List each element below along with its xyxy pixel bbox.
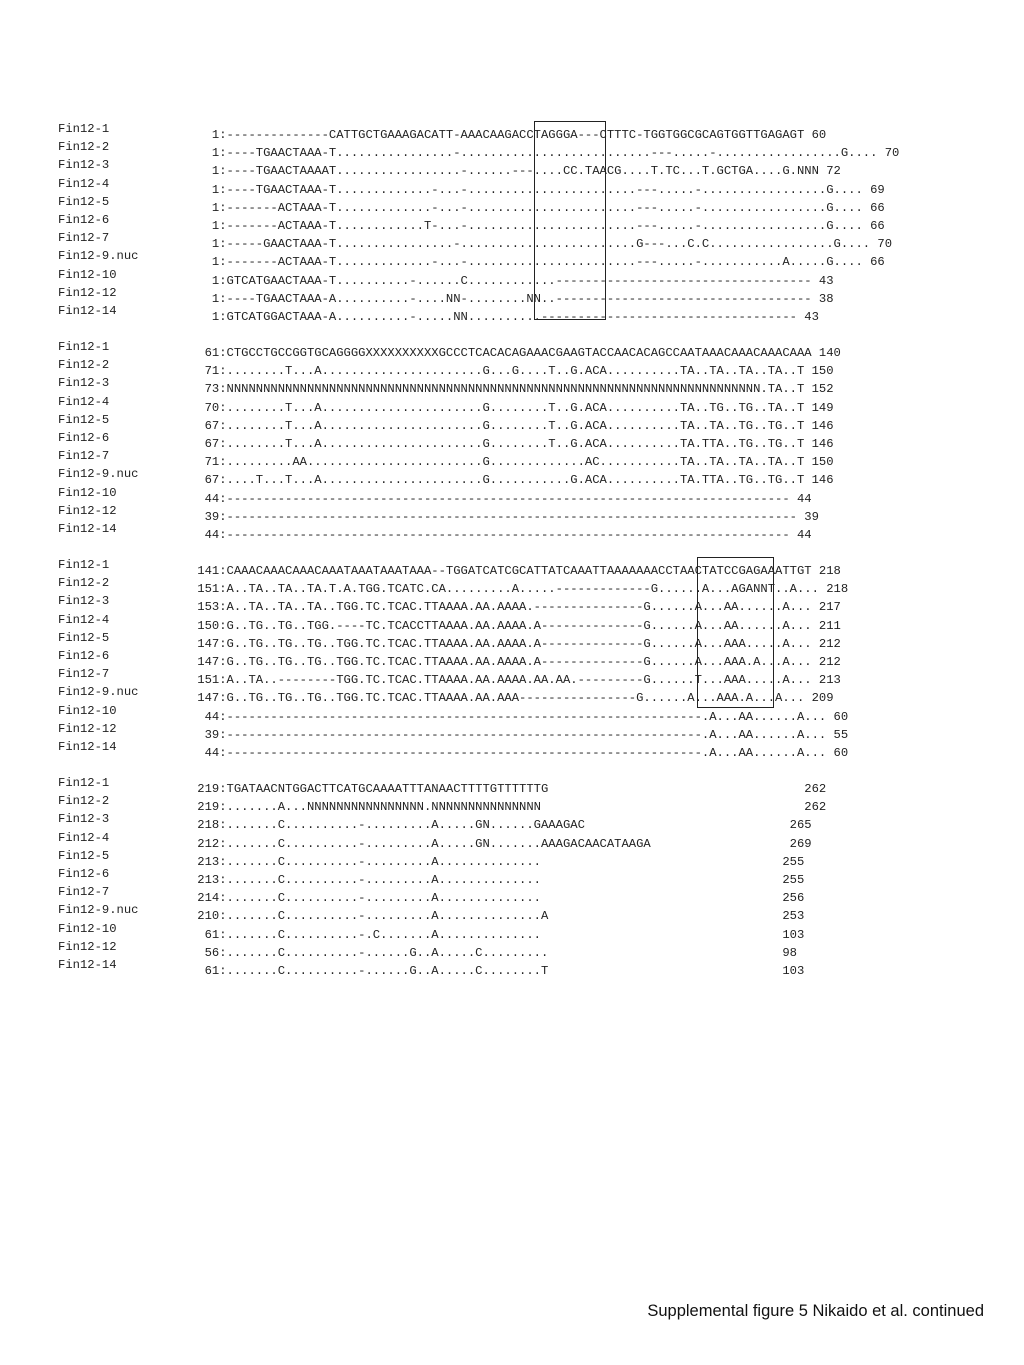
alignment-row: [58, 429, 1008, 452]
sequence-text: 44:----------------------------------------------------------------------------- 44: [168, 528, 812, 543]
sequence-text: 1:--------------CATTGCTGAAAGACATT-AAACAAGACCTAGGGA---CTTTC-TGGTGGCGCAGTGGTTGAGAGT 60: [168, 128, 827, 143]
alignment-block-1: [58, 120, 1008, 325]
sequence-text: 218:.......C..........-.........A.....GN......GAAAGAC 265: [168, 818, 812, 833]
sequence-name: Fin12-14: [58, 521, 117, 536]
sequence-name: Fin12-1: [58, 340, 110, 354]
alignment-row: [58, 956, 1008, 979]
sequence-name: Fin12-12: [58, 721, 117, 736]
sequence-name: Fin12-3: [58, 158, 110, 173]
sequence-text: 67:....T...T...A......................G...........G.ACA..........TA.TTA..TG..TG..T 146: [168, 473, 834, 488]
sequence-text: 61:.......C..........-......G..A.....C........T 103: [168, 964, 805, 979]
sequence-name: Fin12-1: [58, 776, 110, 790]
sequence-text: 151:A..TA..--------TGG.TC.TCAC.TTAAAA.AA.AAAA.AA.AA.---------G......T...AAA.....A... 213: [168, 673, 841, 688]
alignment-row: [58, 574, 1008, 597]
alignment-row: [58, 247, 1008, 270]
sequence-name: Fin12-14: [58, 303, 117, 318]
sequence-name: Fin12-5: [58, 412, 110, 427]
sequence-name: Fin12-7: [58, 449, 110, 464]
alignment-row: [58, 356, 1008, 379]
alignment-row: [58, 901, 1008, 924]
alignment-row: [58, 720, 1008, 742]
alignment-row: [58, 138, 1008, 161]
sequence-text: 1:-----GAACTAAA-T................-........................G---...C.C.................G.... 70: [168, 237, 893, 252]
sequence-text: 1:----TGAACTAAA-A..........-....NN-........NN..----------------------------------- 38: [168, 291, 834, 306]
alignment-row: [58, 393, 1008, 415]
sequence-name: Fin12-6: [58, 212, 110, 227]
alignment-row: [58, 810, 1008, 833]
sequence-text: 1:----TGAACTAAA-T.............-...-.......................---.....-.................G.... 69: [168, 182, 885, 197]
alignment-row: [58, 665, 1008, 688]
alignment-row: [58, 338, 1008, 361]
sequence-name: Fin12-12: [58, 939, 117, 954]
sequence-text: 212:.......C..........-.........A.....GN.......AAAGACAACATAAGA 269: [168, 836, 812, 851]
sequence-text: 44:----------------------------------------------------------------------------- 44: [168, 491, 812, 506]
sequence-name: Fin12-10: [58, 921, 117, 936]
alignment-row: [58, 302, 1008, 325]
sequence-text: 151:A..TA..TA..TA.T.A.TGG.TCATC.CA.........A.....-------------G......A...AGANNT..A... 218: [168, 582, 849, 597]
sequence-text: 147:G..TG..TG..TG..TGG.TC.TCAC.TTAAAA.AA.AAA----------------G......A...AAA.A...A... 209: [168, 691, 834, 706]
alignment-row: [58, 520, 1008, 543]
sequence-name: Fin12-7: [58, 667, 110, 682]
sequence-name: Fin12-5: [58, 194, 110, 209]
sequence-text: 213:.......C..........-.........A.............. 255: [168, 873, 805, 888]
sequence-text: 39:------------------------------------------------------------------------------ 39: [168, 509, 819, 524]
alignment-row: [58, 883, 1008, 906]
alignment-row: [58, 465, 1008, 488]
sequence-name: Fin12-14: [58, 957, 117, 972]
alignment-row: [58, 193, 1008, 215]
sequence-name: Fin12-7: [58, 885, 110, 900]
alignment-row: [58, 592, 1008, 615]
sequence-name: Fin12-6: [58, 430, 110, 445]
sequence-name: Fin12-6: [58, 648, 110, 663]
alignment-row: [58, 683, 1008, 706]
alignment-row: [58, 284, 1008, 306]
sequence-name: Fin12-1: [58, 122, 110, 136]
alignment-row: [58, 920, 1008, 942]
sequence-text: 141:CAAACAAACAAACAAATAAATAAATAAA--TGGATCATCGCATTATCAAATTAAAAAAACCTAACTATCCGAGAAATTGT 218: [168, 564, 841, 579]
alignment-row: [58, 556, 1008, 579]
sequence-name: Fin12-2: [58, 140, 110, 155]
sequence-text: 153:A..TA..TA..TA..TGG.TC.TCAC.TTAAAA.AA.AAAA.---------------G......A...AA......A... 217: [168, 600, 841, 615]
sequence-text: 1:-------ACTAAA-T.............-...-.......................---.....-.................G.... 66: [168, 200, 885, 215]
sequence-name: Fin12-12: [58, 503, 117, 518]
sequence-name: Fin12-10: [58, 485, 117, 500]
sequence-text: 150:G..TG..TG..TGG.----TC.TCACCTTAAAA.AA.AAAA.A--------------G......A...AA......A... 211: [168, 618, 841, 633]
sequence-name: Fin12-4: [58, 830, 110, 845]
sequence-name: Fin12-12: [58, 285, 117, 300]
alignment-row: [58, 175, 1008, 197]
alignment-row: [58, 447, 1008, 470]
alignment-row: [58, 774, 1008, 797]
sequence-text: 1:-------ACTAAA-T............T-...-.......................---.....-.................G.... 66: [168, 219, 885, 234]
sequence-text: 1:GTCATGAACTAAA-T..........-......C............----------------------------------- 43: [168, 273, 834, 288]
sequence-text: 70:........T...A......................G........T..G.ACA..........TA..TG..TG..TA..T 149: [168, 400, 834, 415]
sequence-name: Fin12-9.nuc: [58, 685, 139, 700]
sequence-text: 39:-----------------------------------------------------------------.A...AA......A... 55: [168, 727, 849, 742]
alignment-row: [58, 211, 1008, 234]
sequence-name: Fin12-6: [58, 866, 110, 881]
sequence-name: Fin12-5: [58, 630, 110, 645]
sequence-name: Fin12-10: [58, 703, 117, 718]
alignment-row: [58, 374, 1008, 397]
alignment-row: [58, 411, 1008, 433]
sequence-text: 1:-------ACTAAA-T.............-...-.......................---.....-...........A.....G.... 66: [168, 255, 885, 270]
alignment-block-3: [58, 556, 1008, 761]
sequence-name: Fin12-3: [58, 376, 110, 391]
sequence-text: 1:----TGAACTAAAAT.................-......---....CC.TAACG....T.TC...T.GCTGA....G.NNN 72: [168, 164, 841, 179]
alignment-row: [58, 266, 1008, 288]
alignment-row: [58, 938, 1008, 960]
alignment-row: [58, 792, 1008, 815]
sequence-name: Fin12-4: [58, 176, 110, 191]
sequence-text: 56:.......C..........-......G..A.....C......... 98: [168, 945, 797, 960]
alignment-row: [58, 502, 1008, 524]
figure-caption: Supplemental figure 5 Nikaido et al. continued: [647, 1302, 984, 1320]
sequence-name: Fin12-4: [58, 394, 110, 409]
sequence-text: 67:........T...A......................G........T..G.ACA..........TA.TTA..TG..TG..T 146: [168, 437, 834, 452]
alignment-row: [58, 647, 1008, 670]
sequence-name: Fin12-2: [58, 576, 110, 591]
sequence-text: 61:CTGCCTGCCGGTGCAGGGGXXXXXXXXXXGCCCTCACACAGAAACGAAGTACCAACACAGCCAATAAACAAACAAACAAA 140: [168, 346, 841, 361]
alignment-row: [58, 611, 1008, 633]
sequence-text: 219:TGATAACNTGGACTTCATGCAAAATTTANAACTTTTGTTTTTTG 262: [168, 782, 827, 797]
sequence-text: 73:NNNNNNNNNNNNNNNNNNNNNNNNNNNNNNNNNNNNNNNNNNNNNNNNNNNNNNNNNNNNNNNNNNNNNNNNN.TA..T 152: [168, 382, 834, 397]
sequence-name: Fin12-3: [58, 812, 110, 827]
sequence-text: 210:.......C..........-.........A..............A 253: [168, 909, 805, 924]
sequence-name: Fin12-9.nuc: [58, 903, 139, 918]
sequence-name: Fin12-9.nuc: [58, 249, 139, 264]
alignment-row: [58, 702, 1008, 724]
sequence-text: 44:-----------------------------------------------------------------.A...AA......A... 60: [168, 746, 849, 761]
sequence-text: 67:........T...A......................G........T..G.ACA..........TA..TA..TG..TG..T 146: [168, 418, 834, 433]
alignment-row: [58, 829, 1008, 851]
sequence-name: Fin12-10: [58, 267, 117, 282]
sequence-name: Fin12-3: [58, 594, 110, 609]
sequence-text: 147:G..TG..TG..TG..TGG.TC.TCAC.TTAAAA.AA.AAAA.A--------------G......A...AAA.....A... 212: [168, 636, 841, 651]
sequence-text: 71:........T...A......................G...G....T..G.ACA..........TA..TA..TA..TA..T 150: [168, 364, 834, 379]
alignment-row: [58, 865, 1008, 888]
sequence-text: 61:.......C..........-.C.......A.............. 103: [168, 927, 805, 942]
alignment-block-2: [58, 338, 1008, 543]
alignment-row: [58, 738, 1008, 761]
sequence-name: Fin12-2: [58, 358, 110, 373]
alignment-block-4: [58, 774, 1008, 979]
sequence-name: Fin12-1: [58, 558, 110, 572]
alignment-row: [58, 120, 1008, 143]
sequence-text: 1:GTCATGGACTAAA-A..........-.....NN..........----------------------------------- 43: [168, 310, 819, 325]
sequence-text: 213:.......C..........-.........A.............. 255: [168, 854, 805, 869]
sequence-name: Fin12-2: [58, 794, 110, 809]
sequence-text: 147:G..TG..TG..TG..TGG.TC.TCAC.TTAAAA.AA.AAAA.A--------------G......A...AAA.A...A... 212: [168, 655, 841, 670]
alignment-row: [58, 629, 1008, 651]
alignment-row: [58, 847, 1008, 869]
sequence-text: 219:.......A...NNNNNNNNNNNNNNNN.NNNNNNNNNNNNNNN 262: [168, 800, 827, 815]
sequence-name: Fin12-5: [58, 848, 110, 863]
sequence-name: Fin12-4: [58, 612, 110, 627]
sequence-text: 1:----TGAACTAAA-T................-..........................---.....-.................G.... 70: [168, 146, 900, 161]
alignment-row: [58, 156, 1008, 179]
sequence-name: Fin12-9.nuc: [58, 467, 139, 482]
sequence-text: 44:-----------------------------------------------------------------.A...AA......A... 60: [168, 709, 849, 724]
alignment-row: [58, 484, 1008, 506]
sequence-text: 71:.........AA........................G.............AC...........TA..TA..TA..TA..T 150: [168, 455, 834, 470]
sequence-text: 214:.......C..........-.........A.............. 256: [168, 891, 805, 906]
sequence-name: Fin12-14: [58, 739, 117, 754]
sequence-name: Fin12-7: [58, 231, 110, 246]
alignment-row: [58, 229, 1008, 252]
